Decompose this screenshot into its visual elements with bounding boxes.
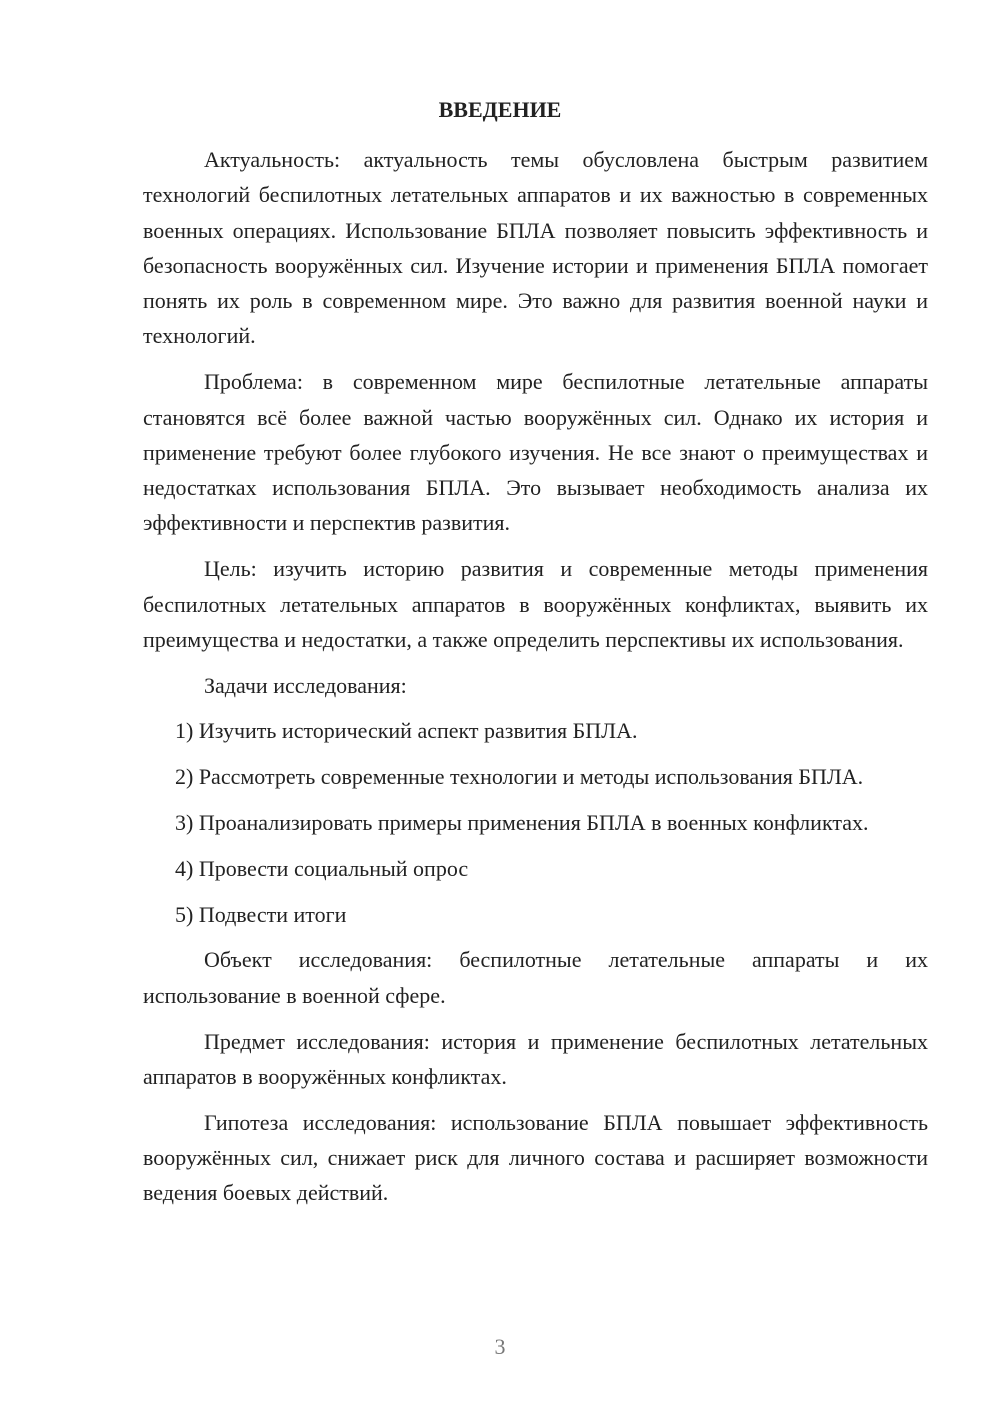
paragraph-subject: Предмет исследования: история и применение беспилотных летательных аппаратов в вооружённых конфликтах. xyxy=(143,1028,928,1089)
task-item-1: 1) Изучить исторический аспект развития БПЛА. xyxy=(175,718,638,744)
task-item-3: 3) Проанализировать примеры применения БПЛА в военных конфликтах. xyxy=(175,810,869,836)
paragraph-hypothesis: Гипотеза исследования: использование БПЛА повышает эффективность вооружённых сил, снижает риск для личного состава и расширяет возможности ведения боевых действий. xyxy=(143,1109,928,1206)
page-number: 3 xyxy=(494,1334,506,1359)
section-title: ВВЕДЕНИЕ xyxy=(438,97,562,122)
paragraph-problem: Проблема: в современном мире беспилотные летательные аппараты становятся всё более важной частью вооружённых сил. Однако их история и применение требуют более глубокого изучения. Не все знают о преимуществах и недостатках использования БПЛА. Это вызывает необходимость анализа их эффективности и перспектив развития. xyxy=(143,369,928,536)
task-item-4: 4) Провести социальный опрос xyxy=(175,855,469,881)
task-item-5: 5) Подвести итоги xyxy=(175,901,347,927)
document-body xyxy=(143,142,928,1211)
paragraph-relevance: Актуальность: актуальность темы обусловлена быстрым развитием технологий беспилотных летательных аппаратов и их важностью в современных военных операциях. Использование БПЛА позволяет повысить эффективность и безопасность вооружённых сил. Изучение истории и применения БПЛА помогает понять их роль в современном мире. Это важно для развития военной науки и технологий. xyxy=(143,147,928,349)
paragraph-object: Объект исследования: беспилотные летательные аппараты и их использование в военной сфере. xyxy=(143,947,928,1008)
paragraph-tasks-heading: Задачи исследования: xyxy=(204,672,407,698)
paragraph-goal: Цель: изучить историю развития и современные методы применения беспилотных летательных аппаратов в вооружённых конфликтах, выявить их преимущества и недостатки, а также определить перспективы их использования. xyxy=(143,556,928,652)
task-item-2: 2) Рассмотреть современные технологии и методы использования БПЛА. xyxy=(175,764,864,790)
